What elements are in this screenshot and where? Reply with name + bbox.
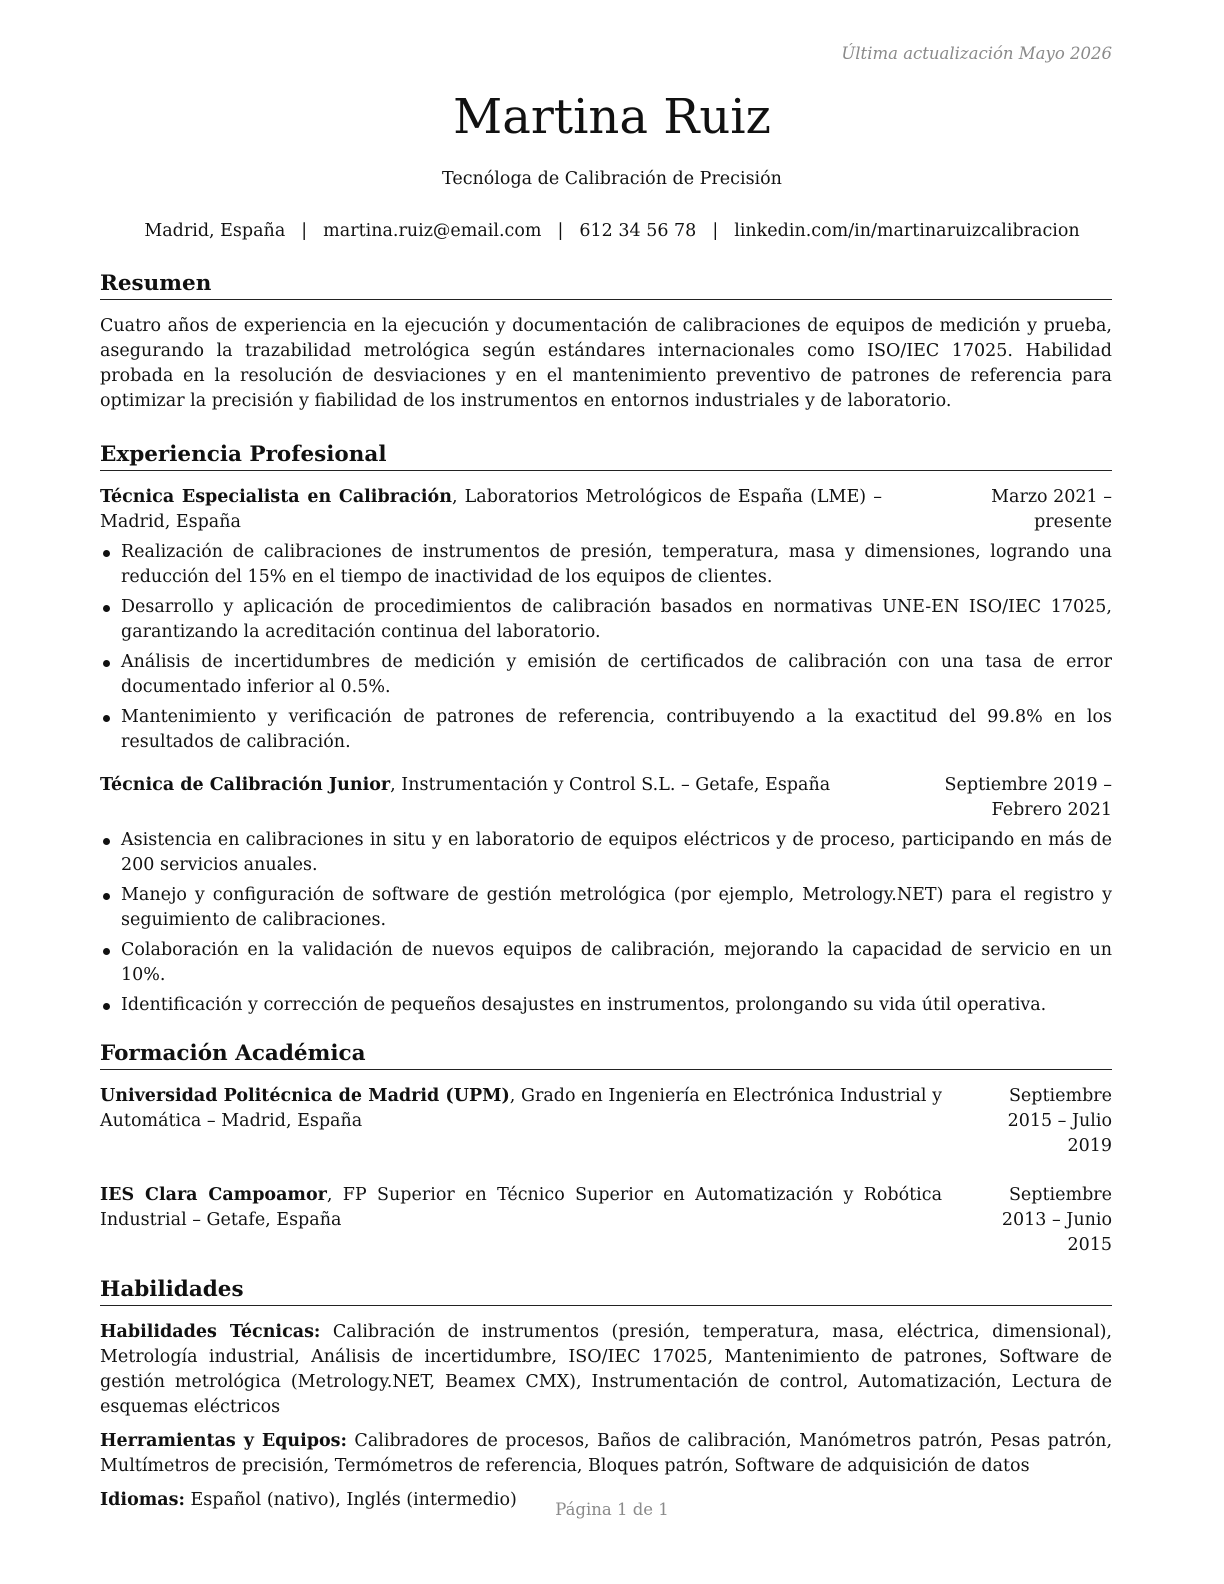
contact-separator: | xyxy=(301,221,308,241)
job-entry xyxy=(100,773,1112,1018)
job-bullet: Desarrollo y aplicación de procedimientos de calibración basados en normativas UNE-EN ISO/IEC 17025, garantizando la acreditación continua del laboratorio. xyxy=(100,595,1112,645)
skills-text: Calibración de instrumentos (presión, temperatura, masa, eléctrica, dimensional), Metrología industrial, Análisis de incertidumbre, ISO/IEC 17025, Mantenimiento de patrones, Software de gestión metrológica (Metrology.NET, Beamex CMX), Instrumentación de control, Automatización, Lectura de esquemas eléctricos xyxy=(100,1322,1112,1417)
education-dates: Septiembre 2013 – Junio 2015 xyxy=(1001,1185,1112,1255)
section-heading-education: Formación Académica xyxy=(100,1040,1112,1070)
education-school: Universidad Politécnica de Madrid (UPM) xyxy=(100,1086,510,1106)
job-bullet: Realización de calibraciones de instrumentos de presión, temperatura, masa y dimensiones, logrando una reducción del 15% en el tiempo de inactividad de los equipos de clientes. xyxy=(100,540,1112,590)
contact-phone: 612 34 56 78 xyxy=(579,221,697,241)
education-section xyxy=(100,1040,1112,1258)
job-bullets xyxy=(100,540,1112,755)
job-company: , Laboratorios Metrológicos de España (LME) – Madrid, España xyxy=(100,487,882,532)
skills-item xyxy=(100,1320,1112,1420)
job-header xyxy=(100,485,1112,535)
skills-section xyxy=(100,1276,1112,1513)
education-entry xyxy=(100,1183,1112,1258)
candidate-name: Martina Ruiz xyxy=(453,89,771,145)
job-bullet: Análisis de incertidumbres de medición y emisión de certificados de calibración con una tasa de error documentado inferior al 0.5%. xyxy=(100,650,1112,700)
experience-section xyxy=(100,441,1112,1018)
job-dates: Septiembre 2019 – Febrero 2021 xyxy=(944,775,1112,820)
education-detail: , Grado en Ingeniería en Electrónica Industrial y Automática – Madrid, España xyxy=(100,1086,942,1131)
education-dates: Septiembre 2015 – Julio 2019 xyxy=(1007,1086,1112,1156)
page-number: Página 1 de 1 xyxy=(555,1500,669,1519)
education-detail: , FP Superior en Técnico Superior en Automatización y Robótica Industrial – Getafe, España xyxy=(100,1185,943,1230)
contact-location: Madrid, España xyxy=(144,221,286,241)
education-title-line xyxy=(100,1183,972,1233)
education-entry xyxy=(100,1084,1112,1159)
education-title-line xyxy=(100,1084,972,1134)
skills-text: Español (nativo), Inglés (intermedio) xyxy=(184,1490,517,1510)
job-bullet: Asistencia en calibraciones in situ y en laboratorio de equipos eléctricos y de proceso, participando en más de 200 servicios anuales. xyxy=(100,828,1112,878)
job-title-line xyxy=(100,773,872,798)
contact-linkedin[interactable]: linkedin.com/in/martinaruizcalibracion xyxy=(734,221,1080,241)
section-heading-experience: Experiencia Profesional xyxy=(100,441,1112,471)
job-company: , Instrumentación y Control S.L. – Getafe, España xyxy=(390,775,831,795)
skills-label: Herramientas y Equipos: xyxy=(100,1431,347,1451)
summary-text: Cuatro años de experiencia en la ejecución y documentación de calibraciones de equipos de medición y prueba, asegurando la trazabilidad metrológica según estándares internacionales como ISO/IEC 17025. Habilidad probada en la resolución de desviaciones y en el mantenimiento preventivo de patrones de referencia para optimizar la precisión y fiabilidad de los instrumentos en entornos industriales y de laboratorio. xyxy=(100,316,1112,411)
job-title-line xyxy=(100,485,912,535)
section-heading-summary: Resumen xyxy=(100,270,1112,300)
job-bullet: Manejo y configuración de software de gestión metrológica (por ejemplo, Metrology.NET) para el registro y seguimiento de calibraciones. xyxy=(100,883,1112,933)
contact-separator: | xyxy=(557,221,564,241)
job-role: Técnica Especialista en Calibración xyxy=(100,487,452,507)
job-bullet: Mantenimiento y verificación de patrones de referencia, contribuyendo a la exactitud del 99.8% en los resultados de calibración. xyxy=(100,705,1112,755)
section-heading-skills: Habilidades xyxy=(100,1276,1112,1306)
contact-email[interactable]: martina.ruiz@email.com xyxy=(323,221,542,241)
job-header xyxy=(100,773,1112,823)
skills-label: Habilidades Técnicas: xyxy=(100,1322,321,1342)
skills-item xyxy=(100,1429,1112,1479)
job-entry xyxy=(100,485,1112,755)
contact-line xyxy=(0,218,1224,244)
candidate-title: Tecnóloga de Calibración de Precisión xyxy=(442,169,782,189)
job-dates: Marzo 2021 – presente xyxy=(991,487,1112,532)
job-bullet: Colaboración en la validación de nuevos equipos de calibración, mejorando la capacidad de servicio en un 10%. xyxy=(100,938,1112,988)
last-updated: Última actualización Mayo 2026 xyxy=(841,44,1112,63)
resume-content xyxy=(100,270,1112,1513)
job-role: Técnica de Calibración Junior xyxy=(100,775,391,795)
skills-text: Calibradores de procesos, Baños de calibración, Manómetros patrón, Pesas patrón, Multímetros de precisión, Termómetros de referencia, Bloques patrón, Software de adquisición de datos xyxy=(100,1431,1113,1476)
contact-separator: | xyxy=(712,221,719,241)
skills-label: Idiomas: xyxy=(100,1490,185,1510)
job-bullet: Identificación y corrección de pequeños desajustes en instrumentos, prolongando su vida útil operativa. xyxy=(100,993,1112,1018)
education-school: IES Clara Campoamor xyxy=(100,1185,327,1205)
summary-section xyxy=(100,270,1112,414)
job-bullets xyxy=(100,828,1112,1018)
